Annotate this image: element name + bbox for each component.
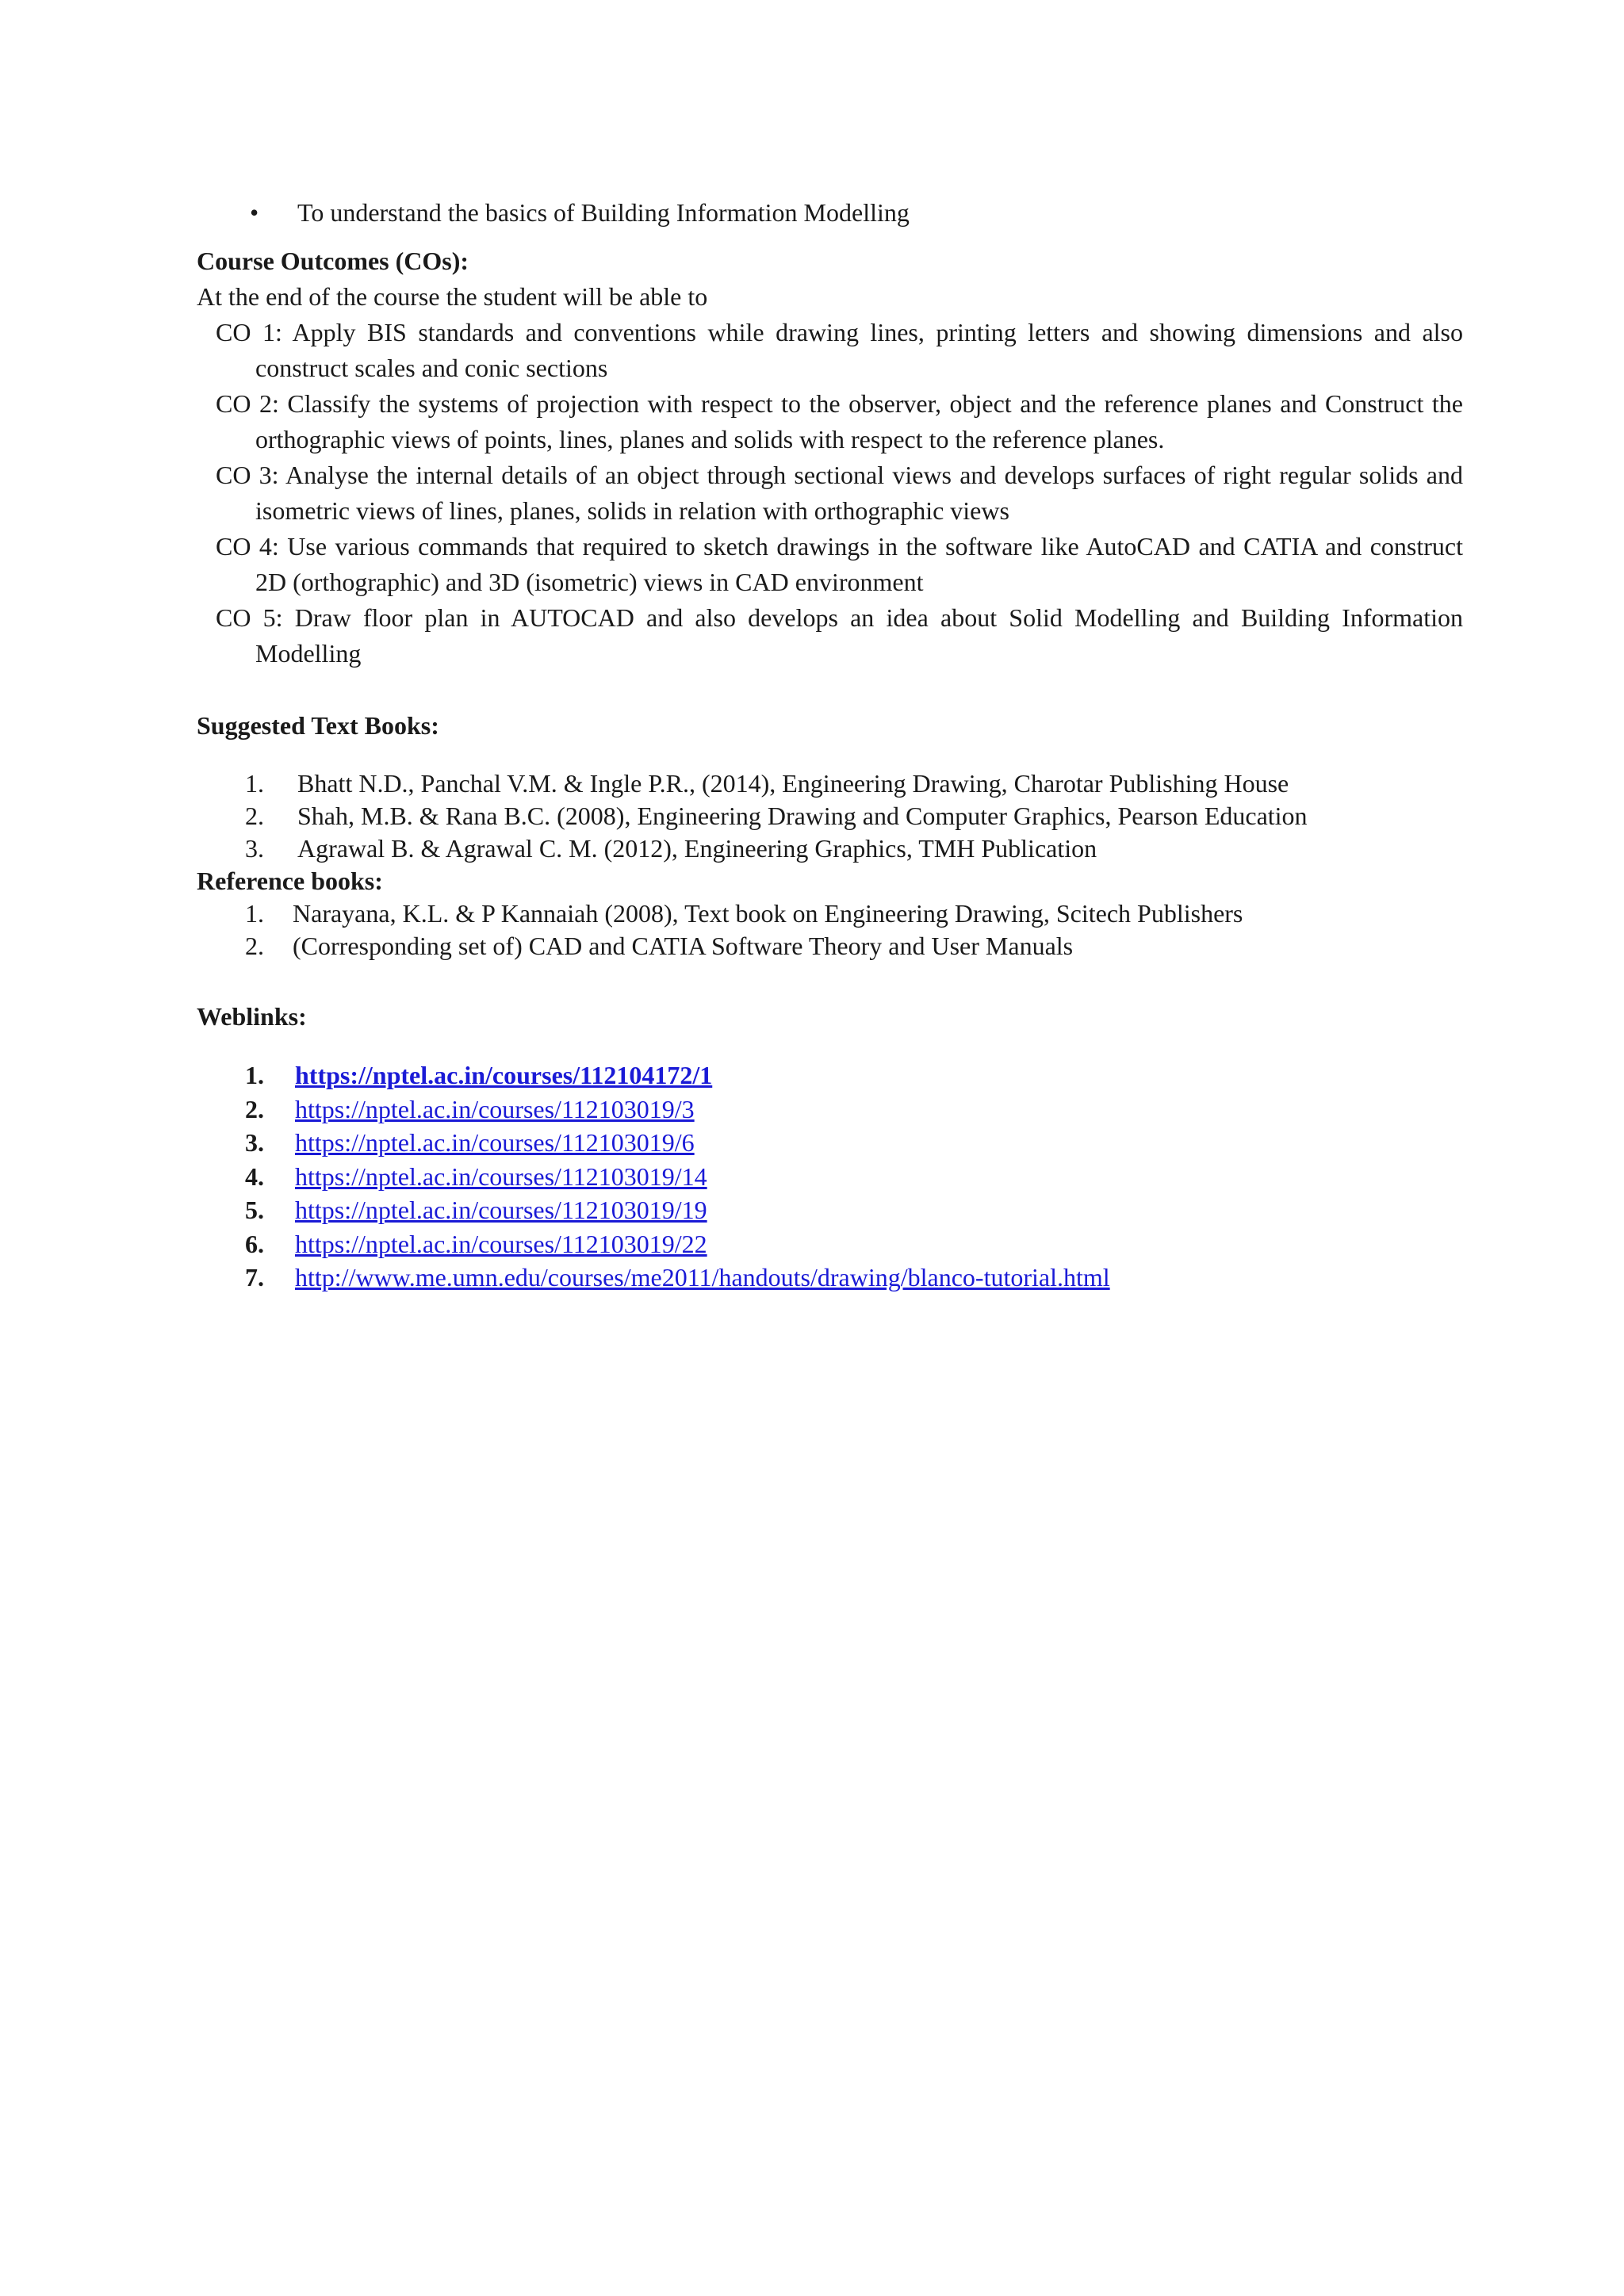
bullet-icon: • (250, 198, 259, 227)
text-books-list (197, 767, 1463, 865)
reference-book-item (197, 897, 1463, 930)
reference-books-list (197, 897, 1463, 962)
text-book-item (197, 832, 1463, 865)
weblink[interactable]: https://nptel.ac.in/courses/112103019/3 (295, 1094, 695, 1123)
weblinks-heading: Weblinks: (197, 1002, 307, 1031)
list-number: 2. (245, 802, 264, 830)
course-outcome-item: CO 5: Draw floor plan in AUTOCAD and also develops an idea about Solid Modelling and Building Information Modelling (216, 603, 1463, 668)
list-number: 3. (245, 834, 264, 863)
list-number: 1. (245, 1061, 264, 1089)
weblinks-list (197, 1058, 1463, 1295)
weblink[interactable]: https://nptel.ac.in/courses/112103019/14 (295, 1161, 707, 1191)
list-number: 2. (245, 932, 264, 960)
list-number: 4. (245, 1161, 264, 1191)
reference-book-citation: Narayana, K.L. & P Kannaiah (2008), Text book on Engineering Drawing, Scitech Publishers (293, 899, 1243, 928)
weblink-item (197, 1093, 1463, 1127)
weblink-item (197, 1193, 1463, 1227)
weblink-item (197, 1160, 1463, 1194)
weblink[interactable]: https://nptel.ac.in/courses/112103019/19 (295, 1196, 707, 1224)
reference-book-item (197, 930, 1463, 962)
course-outcome-item: CO 4: Use various commands that required to sketch drawings in the software like AutoCAD and CATIA and construct 2D (orthographic) and 3D (isometric) views in CAD environment (216, 532, 1463, 596)
weblink-item (197, 1058, 1463, 1093)
list-number: 6. (245, 1229, 264, 1258)
objective-text: To understand the basics of Building Information Modelling (297, 198, 910, 227)
weblink[interactable]: https://nptel.ac.in/courses/112104172/1 (295, 1061, 713, 1089)
text-book-citation: Bhatt N.D., Panchal V.M. & Ingle P.R., (2014), Engineering Drawing, Charotar Publishing House (297, 769, 1289, 798)
course-outcomes-heading: Course Outcomes (COs): (197, 247, 469, 275)
weblink[interactable]: https://nptel.ac.in/courses/112103019/6 (295, 1128, 695, 1157)
page-content (197, 195, 1463, 1295)
list-number: 2. (245, 1094, 264, 1123)
reference-book-citation: (Corresponding set of) CAD and CATIA Software Theory and User Manuals (293, 932, 1074, 960)
text-book-citation: Shah, M.B. & Rana B.C. (2008), Engineering Drawing and Computer Graphics, Pearson Education (297, 802, 1308, 830)
weblink[interactable]: http://www.me.umn.edu/courses/me2011/handouts/drawing/blanco-tutorial.html (295, 1263, 1110, 1292)
objective-list-item (197, 195, 1463, 231)
list-number: 3. (245, 1128, 264, 1157)
reference-books-heading: Reference books: (197, 867, 383, 895)
text-book-citation: Agrawal B. & Agrawal C. M. (2012), Engineering Graphics, TMH Publication (297, 834, 1097, 863)
course-outcomes-intro: At the end of the course the student will be able to (197, 282, 708, 311)
weblink-item (197, 1126, 1463, 1160)
list-number: 7. (245, 1263, 264, 1292)
weblink-item (197, 1227, 1463, 1261)
weblink-item (197, 1261, 1463, 1295)
weblink[interactable]: https://nptel.ac.in/courses/112103019/22 (295, 1229, 707, 1258)
course-outcome-item: CO 1: Apply BIS standards and conventions while drawing lines, printing letters and showing dimensions and also construct scales and conic sections (216, 318, 1463, 382)
list-number: 1. (245, 899, 264, 928)
list-number: 5. (245, 1196, 264, 1224)
text-book-item (197, 767, 1463, 800)
course-outcome-item: CO 3: Analyse the internal details of an object through sectional views and develops surfaces of right regular solids and isometric views of lines, planes, solids in relation with orthographic views (216, 461, 1463, 525)
text-book-item (197, 800, 1463, 832)
course-outcome-item: CO 2: Classify the systems of projection with respect to the observer, object and the reference planes and Construct the orthographic views of points, lines, planes and solids with respect to the reference planes. (216, 389, 1463, 453)
text-books-heading: Suggested Text Books: (197, 711, 439, 740)
list-number: 1. (245, 769, 264, 798)
